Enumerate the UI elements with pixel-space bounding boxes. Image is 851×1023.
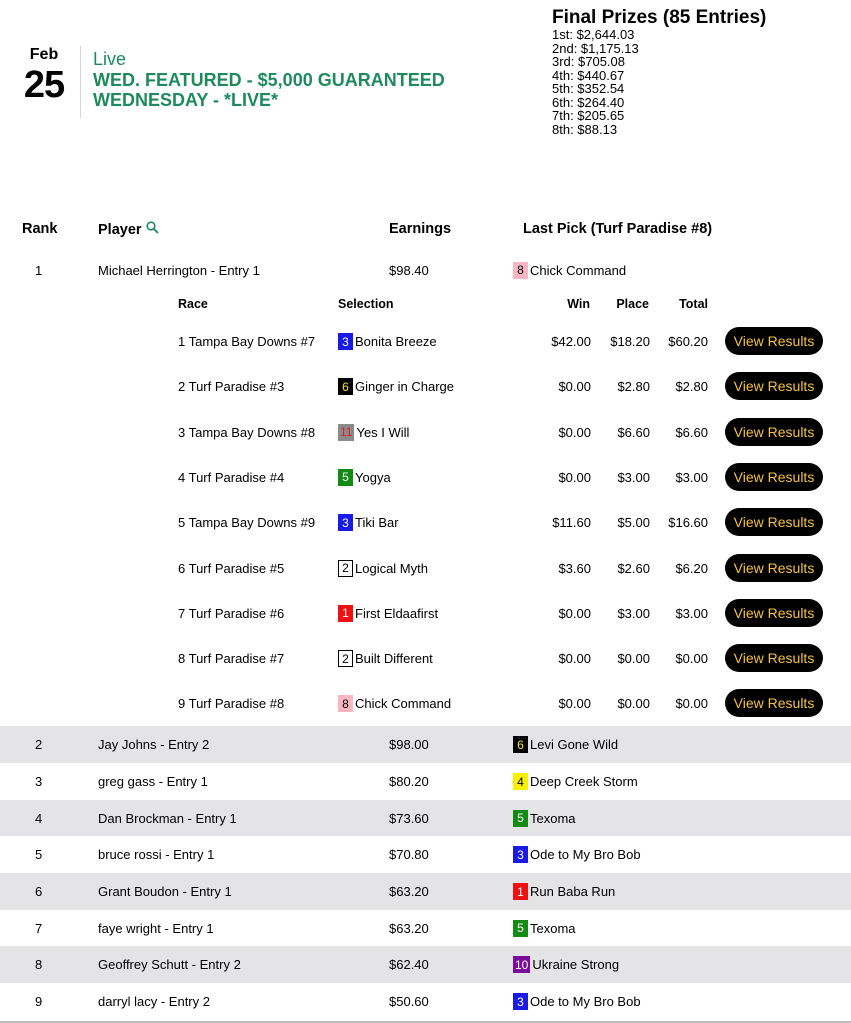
last-pick [513,910,763,946]
race-row [0,636,851,681]
prizes-title: Final Prizes (85 Entries) [552,7,767,28]
horse-name: Run Baba Run [530,884,616,899]
horse-name: Texoma [530,920,576,936]
player-name: greg gass - Entry 1 [98,774,208,789]
race-selection [338,681,528,726]
player-name: Dan Brockman - Entry 1 [98,810,237,826]
player-earnings: $50.60 [389,994,429,1009]
player-rank: 7 [35,920,43,936]
leaderboard-row[interactable] [0,983,851,1020]
post-number-badge: 5 [338,469,353,486]
player-earnings: $63.20 [389,920,429,936]
player-column-header [98,221,159,238]
race-row [0,364,851,409]
horse-name: Ginger in Charge [355,379,454,395]
horse-name: Built Different [355,651,433,667]
post-number-badge: 3 [513,846,528,863]
race-selection [338,319,528,364]
leaderboard-row[interactable] [0,946,851,983]
player-name: Grant Boudon - Entry 1 [98,884,232,899]
race-name: 2 Turf Paradise #3 [178,379,285,395]
race-selection [338,500,528,545]
horse-name: Bonita Breeze [355,334,437,349]
post-number-badge: 6 [338,378,353,395]
last-pick [513,252,763,288]
horse-name: Logical Myth [355,560,428,576]
horse-name: First Eldaafirst [355,605,439,621]
last-pick [513,800,763,836]
last-pick [513,763,763,800]
prize-line: 2nd: $1,175.13 [552,40,639,56]
win-payout: $0.00 [558,696,591,712]
prize-line: 5th: $352.54 [552,81,625,96]
total-payout: $60.20 [668,334,708,349]
prize-line: 1st: $2,644.03 [552,27,635,42]
view-results-button[interactable]: View Results [725,689,823,717]
race-name: 1 Tampa Bay Downs #7 [178,334,316,349]
race-selection [338,410,528,455]
race-selection [338,364,528,409]
horse-name: Tiki Bar [355,515,399,531]
last-pick [513,873,763,910]
contest-date [18,46,70,106]
player-rank: 2 [35,737,43,752]
player-earnings: $98.00 [389,737,429,752]
post-number-badge: 2 [338,650,353,667]
total-payout: $6.60 [675,424,708,440]
horse-name: Levi Gone Wild [530,737,619,752]
post-number-badge: 4 [513,773,528,790]
post-number-badge: 5 [513,920,528,937]
race-selection [338,636,528,681]
horse-name: Chick Command [355,696,452,712]
race-row [0,591,851,636]
leaderboard-row[interactable] [0,800,851,836]
player-earnings: $98.40 [389,262,429,278]
place-payout: $3.00 [617,605,650,621]
view-results-button[interactable]: View Results [725,508,823,536]
race-selection [338,546,528,591]
place-payout: $0.00 [617,696,650,712]
horse-name: Chick Command [530,262,627,278]
win-payout: $0.00 [558,605,591,621]
last-pick-column-header: Last Pick (Turf Paradise #8) [523,221,713,237]
place-payout: $3.00 [617,469,650,485]
player-earnings: $80.20 [389,774,429,789]
race-name: 9 Turf Paradise #8 [178,696,285,712]
total-column-header: Total [679,297,708,311]
race-row [0,319,851,364]
place-payout: $2.60 [617,560,650,576]
player-name: Geoffrey Schutt - Entry 2 [98,957,241,972]
post-number-badge: 5 [513,810,528,827]
view-results-button[interactable]: View Results [725,327,823,355]
prize-line: 6th: $264.40 [552,94,625,110]
player-name: darryl lacy - Entry 2 [98,994,210,1009]
rank-column-header: Rank [22,221,58,237]
prize-line: 8th: $88.13 [552,121,618,137]
horse-name: Texoma [530,810,576,826]
contest-month: Feb [29,46,59,63]
horse-name: Ukraine Strong [532,957,620,972]
prize-line: 3rd: $705.08 [552,54,626,69]
post-number-badge: 8 [513,262,528,279]
total-payout: $3.00 [675,469,708,485]
race-name: 7 Turf Paradise #6 [178,605,285,621]
race-selection [338,455,528,500]
leaderboard-row[interactable] [0,910,851,946]
post-number-badge: 1 [513,883,528,900]
win-payout: $0.00 [558,424,591,440]
prize-line: 7th: $205.65 [552,108,625,123]
post-number-badge: 2 [338,560,353,577]
leaderboard-row[interactable] [0,873,851,910]
post-number-badge: 3 [338,333,353,350]
contest-info [93,48,513,110]
leaderboard-row[interactable] [0,252,851,288]
race-row [0,546,851,591]
player-earnings: $73.60 [389,810,429,826]
earnings-column-header: Earnings [389,221,452,237]
post-number-badge: 6 [513,736,528,753]
race-name: 6 Turf Paradise #5 [178,560,285,576]
place-payout: $0.00 [617,651,650,667]
view-results-button[interactable]: View Results [725,418,823,446]
horse-name: Deep Creek Storm [530,774,638,789]
total-payout: $6.20 [675,560,708,576]
race-name: 5 Tampa Bay Downs #9 [178,515,316,531]
prize-line: 4th: $440.67 [552,67,625,83]
win-payout: $0.00 [558,651,591,667]
last-pick [513,946,763,983]
player-rank: 9 [35,994,43,1009]
total-payout: $0.00 [675,696,708,712]
win-column-header: Win [567,297,590,311]
player-name: faye wright - Entry 1 [98,920,214,936]
player-rank: 8 [35,957,43,972]
view-results-button[interactable]: View Results [725,372,823,400]
search-icon[interactable] [146,221,159,237]
contest-title: WED. FEATURED - $5,000 GUARANTEED WEDNESDAY - *LIVE* [93,70,445,110]
place-payout: $2.80 [617,379,650,395]
view-results-button[interactable]: View Results [725,554,823,582]
player-rank: 1 [35,262,43,278]
post-number-badge: 3 [338,514,353,531]
place-column-header: Place [616,297,649,311]
last-pick [513,726,763,763]
post-number-badge: 8 [338,695,353,712]
race-row [0,410,851,455]
post-number-badge: 3 [513,993,528,1010]
race-name: 4 Turf Paradise #4 [178,469,285,485]
race-name: 3 Tampa Bay Downs #8 [178,424,316,440]
view-results-button[interactable]: View Results [725,644,823,672]
player-rank: 6 [35,884,43,899]
total-payout: $3.00 [675,605,708,621]
post-number-badge: 10 [515,957,529,972]
player-rank: 4 [35,810,43,826]
view-results-button[interactable]: View Results [725,599,823,627]
race-selection [338,591,528,636]
leaderboard-row[interactable] [0,836,851,873]
player-earnings: $63.20 [389,884,429,899]
race-name: 8 Turf Paradise #7 [178,651,285,667]
player-name: Jay Johns - Entry 2 [98,737,210,752]
place-payout: $18.20 [610,334,650,349]
last-pick [513,983,763,1020]
leaderboard-row[interactable] [0,763,851,800]
player-earnings: $62.40 [389,957,429,972]
view-results-button[interactable]: View Results [725,463,823,491]
total-payout: $2.80 [675,379,708,395]
win-payout: $0.00 [558,379,591,395]
contest-status: Live [93,49,127,69]
win-payout: $3.60 [558,560,591,576]
win-payout: $0.00 [558,469,591,485]
horse-name: Ode to My Bro Bob [530,994,641,1009]
player-name: Michael Herrington - Entry 1 [98,262,260,278]
total-payout: $16.60 [668,515,708,531]
horse-name: Yogya [355,469,391,485]
post-number-badge: 1 [338,605,353,622]
race-row [0,681,851,726]
race-row [0,500,851,545]
final-prizes [552,8,766,136]
contest-day: 25 [23,64,65,106]
player-rank: 3 [35,774,43,789]
win-payout: $11.60 [552,515,591,531]
leaderboard-row[interactable] [0,726,851,763]
total-payout: $0.00 [675,651,708,667]
header-divider [80,46,81,118]
win-payout: $42.00 [551,334,591,349]
place-payout: $5.00 [617,515,650,531]
race-row [0,455,851,500]
selection-column-header: Selection [338,297,394,311]
horse-name: Yes I Will [356,424,410,440]
player-earnings: $70.80 [389,847,429,862]
post-number-badge: 11 [340,425,353,440]
last-pick [513,836,763,873]
horse-name: Ode to My Bro Bob [530,847,641,862]
race-column-header: Race [178,297,208,311]
player-name: bruce rossi - Entry 1 [98,847,215,862]
player-header-label: Player [98,222,142,238]
place-payout: $6.60 [617,424,650,440]
player-rank: 5 [35,847,43,862]
